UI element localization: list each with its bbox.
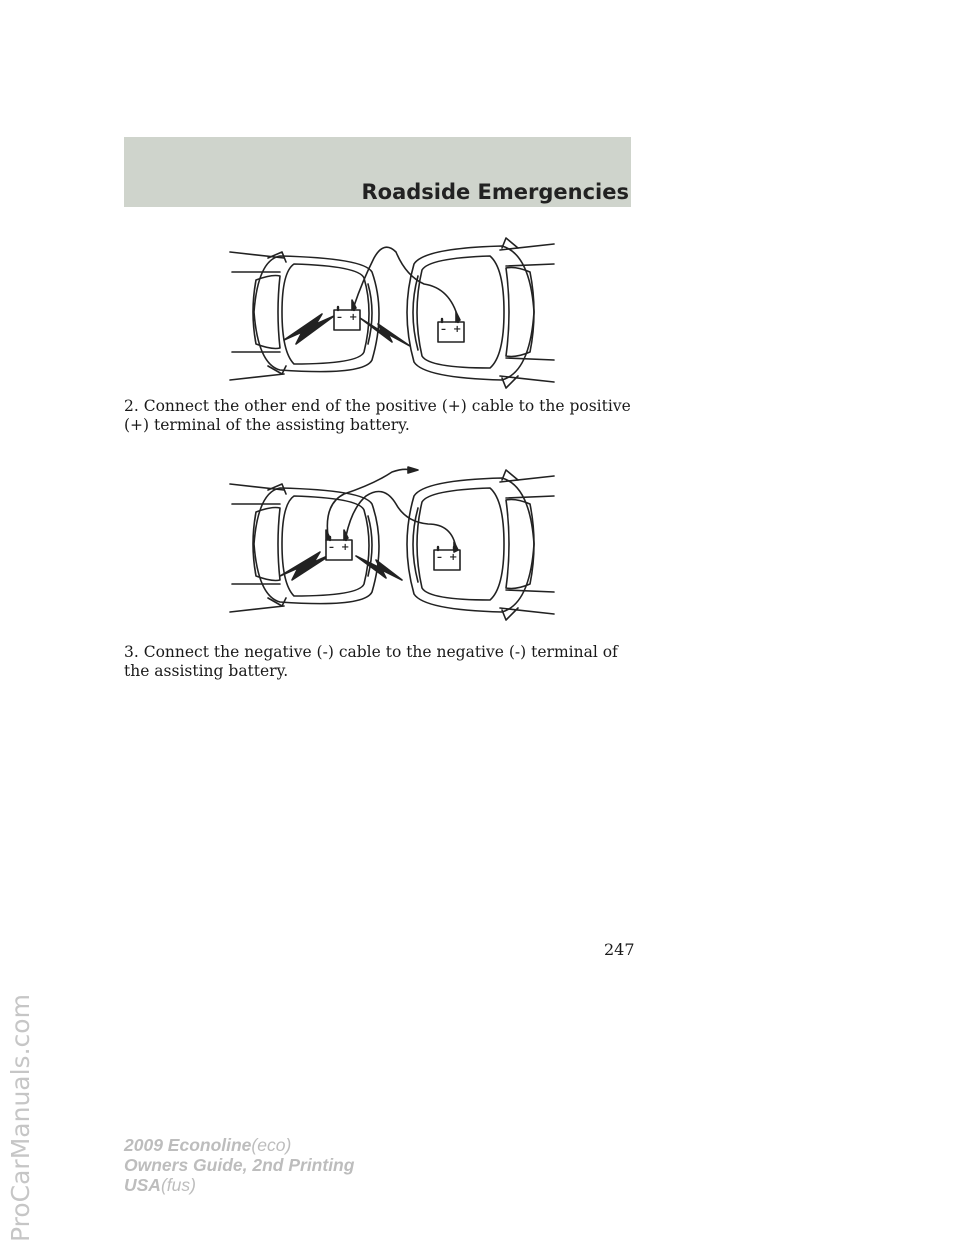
assisting-vehicle-illustration: [407, 238, 554, 388]
page-number: 247: [604, 940, 635, 959]
footer-region-code: (fus): [160, 1175, 196, 1195]
battery-icon: [334, 307, 360, 330]
step-3-text: 3. Connect the negative (-) cable to the negative (-) terminal of the assisting battery.: [124, 643, 618, 680]
footer-model: 2009 Econoline: [124, 1135, 252, 1155]
battery-plus-label: +: [349, 312, 358, 323]
battery-icon: [326, 537, 352, 560]
jump-start-diagram-step-1: [224, 232, 560, 394]
footer-region: USA: [124, 1175, 161, 1195]
footer-model-code: (eco): [251, 1135, 292, 1155]
step-2-text: 2. Connect the other end of the positive (+) cable to the positive (+) terminal of the assisting battery.: [124, 397, 631, 434]
battery-minus-label: –: [441, 324, 446, 335]
section-title: Roadside Emergencies: [361, 180, 629, 204]
spark-bolt-icon: [280, 552, 332, 580]
battery-minus-label: –: [329, 542, 334, 553]
spark-bolt-icon: [284, 314, 334, 344]
battery-plus-label: +: [449, 552, 458, 563]
battery-plus-label: +: [341, 542, 350, 553]
battery-minus-label: –: [337, 312, 342, 323]
disabled-vehicle-illustration: [230, 484, 379, 612]
jump-start-diagram-step-2: [224, 464, 560, 626]
jumper-cable: [344, 492, 458, 553]
document-footer: [124, 1135, 354, 1195]
assisting-vehicle-illustration: [407, 470, 554, 620]
footer-guide: Owners Guide, 2nd Printing: [124, 1155, 355, 1175]
battery-icon: [438, 319, 464, 342]
battery-plus-label: +: [453, 324, 462, 335]
watermark-text: ProCarManuals.com: [6, 994, 35, 1242]
section-header: [124, 137, 631, 207]
battery-minus-label: –: [437, 552, 442, 563]
